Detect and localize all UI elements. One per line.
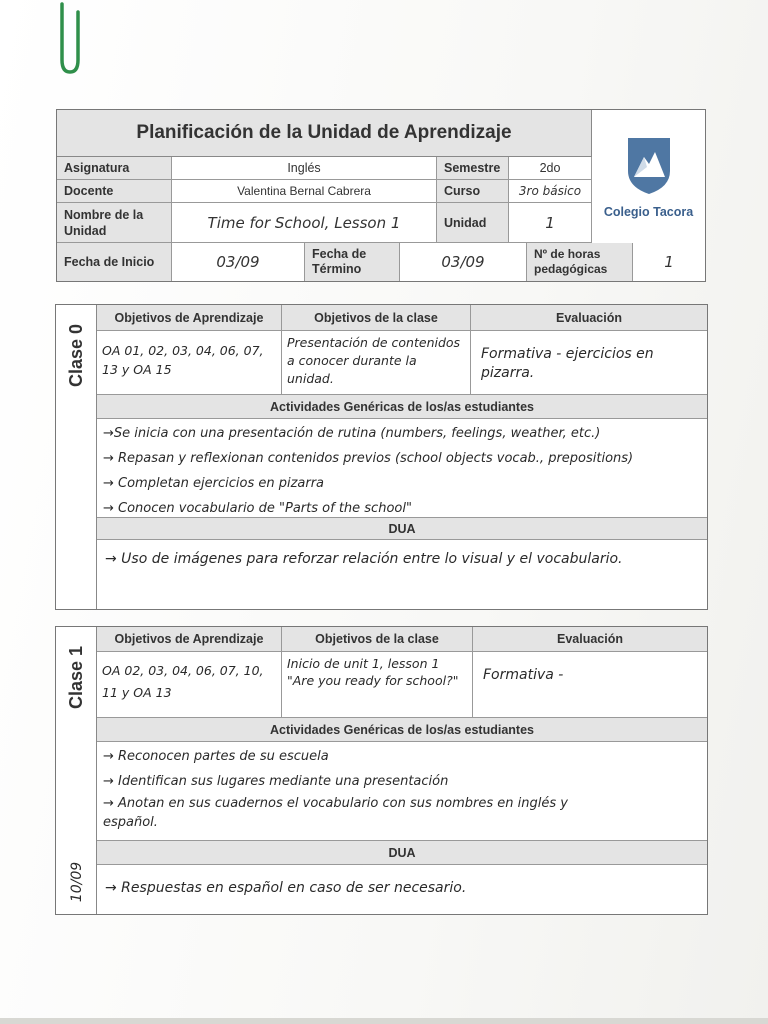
unidad-label: Unidad — [437, 203, 509, 243]
clase-1-date: 10/09 — [69, 861, 86, 903]
clase-1-evaluacion: Formativa - — [473, 652, 707, 718]
unidad-value: 1 — [509, 203, 592, 243]
objetivos-clase-header: Objetivos de la clase — [282, 627, 473, 652]
unit-header-table — [56, 109, 706, 282]
clase-1-dua-header: DUA — [97, 841, 707, 865]
evaluacion-header: Evaluación — [471, 305, 707, 331]
school-logo — [592, 110, 705, 243]
clase-0-section — [55, 304, 708, 610]
fecha-inicio-label: Fecha de Inicio — [57, 243, 172, 281]
docente-value: Valentina Bernal Cabrera — [172, 180, 437, 203]
horas-label: Nº de horas pedagógicas — [527, 243, 633, 281]
list-item: → Identifican sus lugares mediante una presentación — [103, 774, 449, 789]
list-item: → Anotan en sus cuadernos el vocabulario con sus nombres en inglés y — [103, 796, 568, 811]
clase-0-label: Clase 0 — [66, 323, 87, 387]
clase-0-evaluacion: Formativa - ejercicios en pizarra. — [471, 331, 707, 395]
curso-value: 3ro básico — [509, 180, 592, 203]
clase-0-dua-header: DUA — [97, 518, 707, 540]
clase-1-actividades-list — [97, 742, 707, 841]
evaluacion-header: Evaluación — [473, 627, 707, 652]
asignatura-label: Asignatura — [57, 157, 172, 180]
clase-1-dua: → Respuestas en español en caso de ser necesario. — [105, 880, 467, 896]
school-name: Colegio Tacora — [603, 204, 694, 219]
list-item: español. — [103, 815, 158, 830]
clase-0-actividades-list — [97, 419, 707, 518]
page-title: Planificación de la Unidad de Aprendizaje — [57, 110, 592, 157]
list-item: → Repasan y reflexionan contenidos previos (school objects vocab., prepositions) — [103, 451, 634, 466]
list-item: → Completan ejercicios en pizarra — [103, 476, 325, 491]
horas-value: 1 — [664, 253, 674, 271]
nombre-unidad-label: Nombre de la Unidad — [57, 203, 172, 243]
clase-1-label: Clase 1 — [66, 645, 87, 709]
paper-edge — [0, 1018, 768, 1024]
clase-1-oa: OA 02, 03, 04, 06, 07, 10, 11 y OA 13 — [97, 652, 282, 718]
clase-1-objetivo: Inicio de unit 1, lesson 1 "Are you ready for school?" — [282, 652, 473, 718]
mountain-shield-icon — [625, 135, 673, 197]
fecha-inicio-value: 03/09 — [172, 243, 305, 281]
clase-0-actividades-header: Actividades Genéricas de los/as estudiantes — [97, 395, 707, 419]
objetivos-clase-header: Objetivos de la clase — [282, 305, 471, 331]
nombre-unidad-value: Time for School, Lesson 1 — [172, 203, 437, 243]
semestre-label: Semestre — [437, 157, 509, 180]
oa-header: Objetivos de Aprendizaje — [97, 627, 282, 652]
clase-1-sidebar — [56, 627, 97, 914]
clase-1-actividades-header: Actividades Genéricas de los/as estudiantes — [97, 718, 707, 742]
docente-label: Docente — [57, 180, 172, 203]
fecha-termino-value: 03/09 — [400, 243, 527, 281]
clase-1-section — [55, 626, 708, 915]
curso-label: Curso — [437, 180, 509, 203]
list-item: →Se inicia con una presentación de rutina (numbers, feelings, weather, etc.) — [103, 426, 601, 441]
fecha-termino-label: Fecha de Término — [305, 243, 400, 281]
clase-0-oa: OA 01, 02, 03, 04, 06, 07, 13 y OA 15 — [97, 331, 282, 395]
clase-0-sidebar — [56, 305, 97, 609]
clase-0-dua: → Uso de imágenes para reforzar relación entre lo visual y el vocabulario. — [105, 551, 623, 567]
asignatura-value: Inglés — [172, 157, 437, 180]
oa-header: Objetivos de Aprendizaje — [97, 305, 282, 331]
list-item: → Reconocen partes de su escuela — [103, 749, 329, 764]
paper-clip-icon — [54, 0, 84, 80]
clase-0-objetivo: Presentación de contenidos a conocer durante la unidad. — [282, 331, 471, 395]
semestre-value: 2do — [509, 157, 592, 180]
list-item: → Conocen vocabulario de "Parts of the school" — [103, 501, 412, 516]
